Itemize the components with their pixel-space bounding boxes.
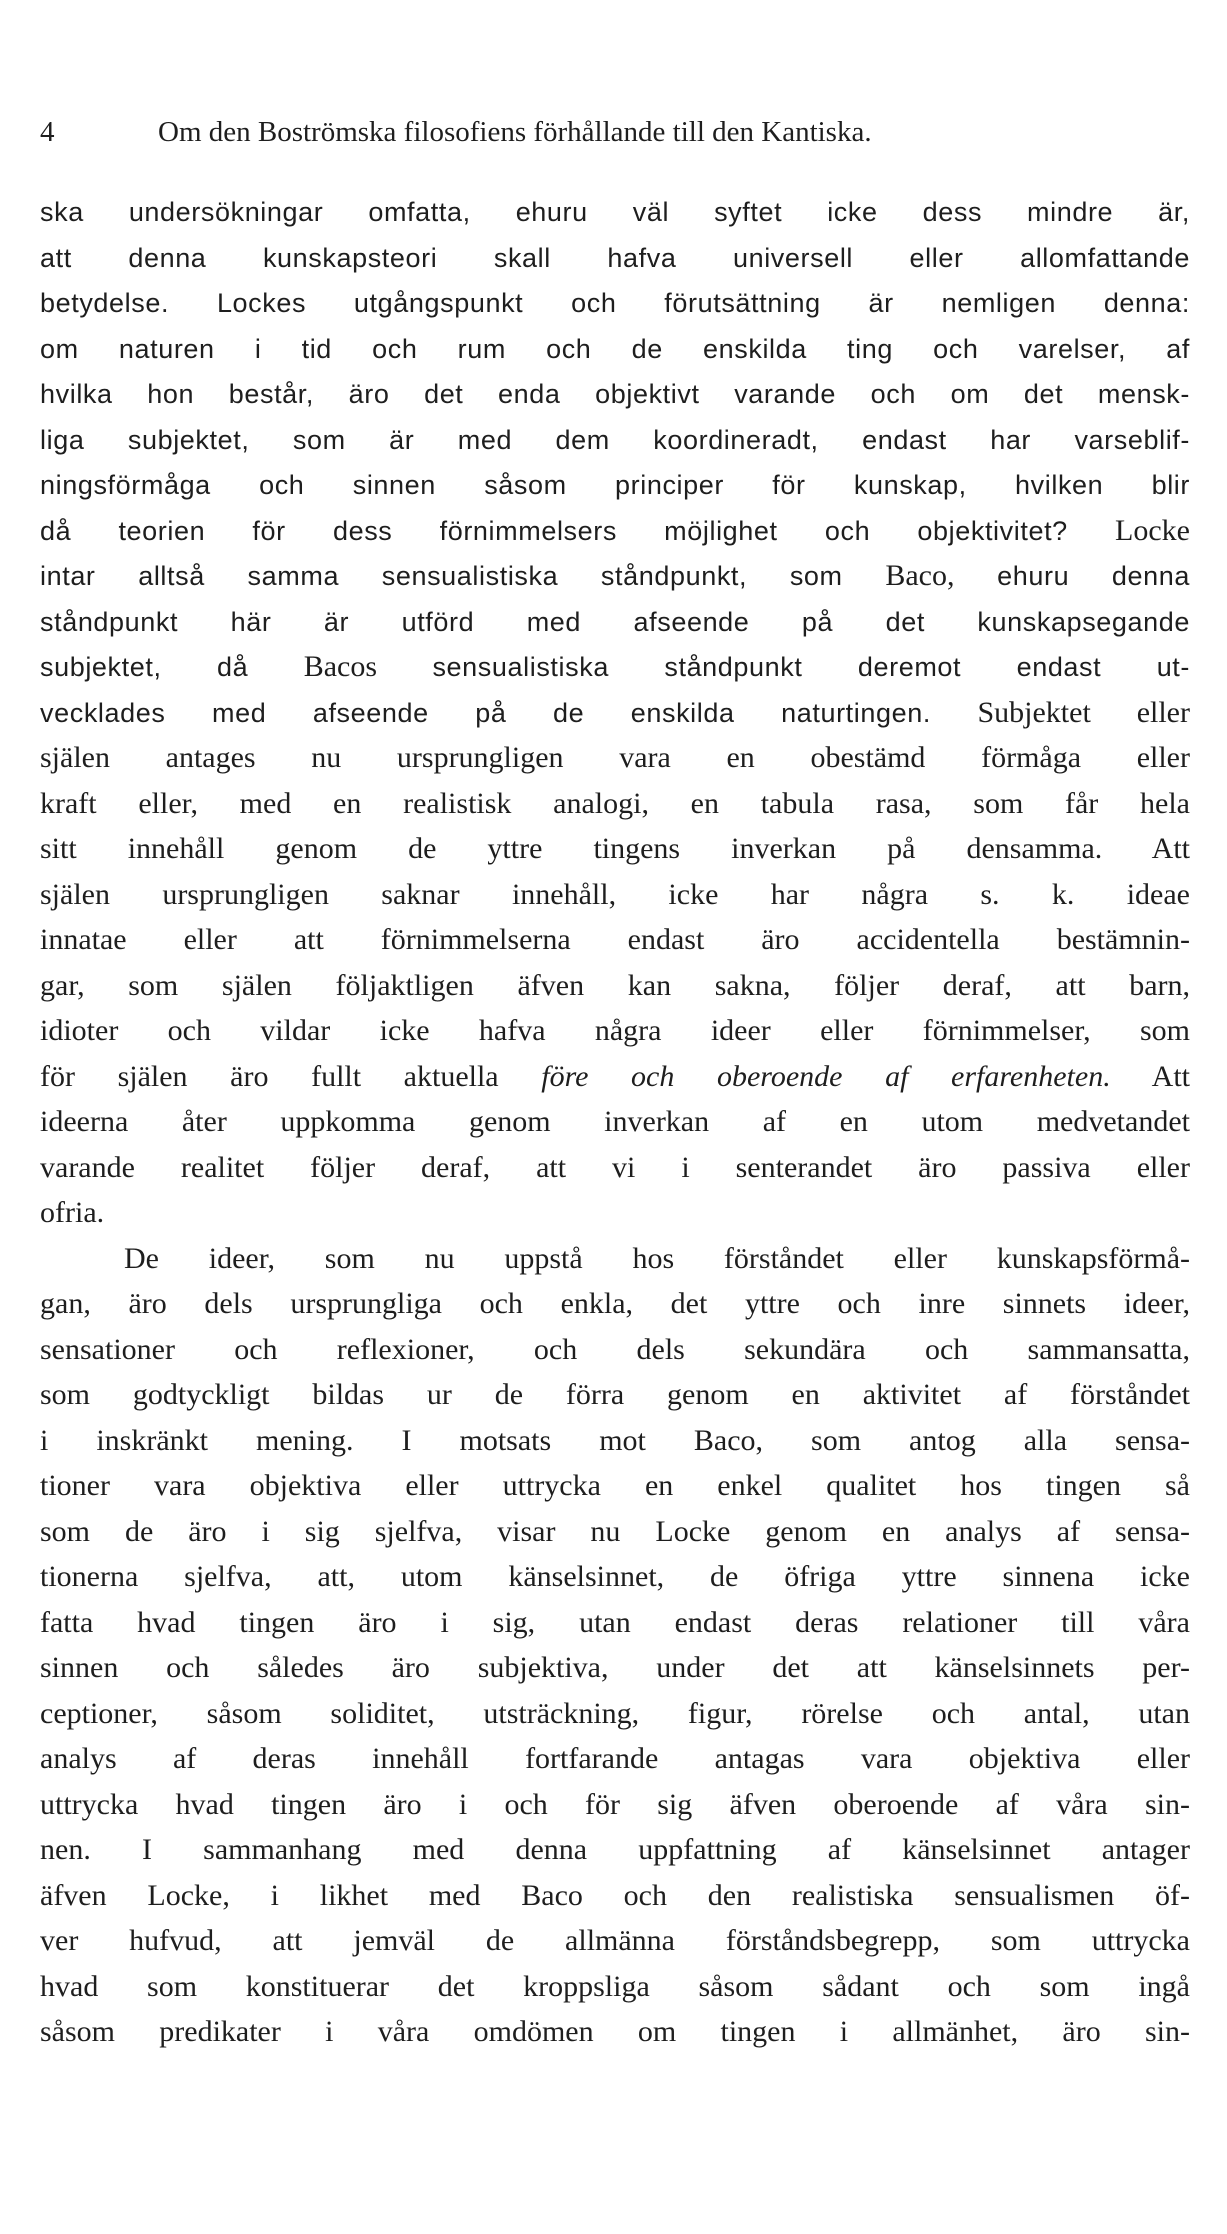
text-segment: Bacos	[303, 650, 378, 683]
running-head-title: Om den Boströmska filosofiens förhållande till den Kantiska.	[158, 116, 872, 148]
text-line	[40, 1099, 1190, 1145]
text-segment: ver hufvud, att jemväl de allmänna förståndsbegrepp, som uttrycka	[40, 1924, 1190, 1957]
text-segment: hvilka hon består, äro det enda objektivt varande och om det mensk-	[40, 379, 1190, 409]
text-line	[40, 1964, 1190, 2010]
text-line	[40, 917, 1190, 963]
text-line	[40, 599, 1190, 645]
text-line	[40, 371, 1190, 417]
text-segment: liga subjektet, som är med dem koordineradt, endast har varseblif-	[40, 424, 1190, 455]
text-segment: uttrycka hvad tingen äro i och för sig äfven oberoende af våra sin-	[40, 1787, 1190, 1821]
text-line	[40, 644, 1190, 690]
text-line	[40, 280, 1190, 326]
text-segment: sensationer och reflexioner, och dels sekundära och sammansatta,	[40, 1332, 1190, 1366]
text-segment: att denna kunskapsteori skall hafva universell eller allomfattande	[40, 242, 1190, 273]
text-line	[40, 690, 1190, 736]
text-segment: ideerna åter uppkomma genom inverkan af en utom medvetandet	[40, 1105, 1190, 1138]
text-line	[40, 1736, 1190, 1782]
text-line	[40, 1281, 1190, 1327]
text-line	[40, 462, 1190, 508]
text-segment: gan, äro dels ursprungliga och enkla, det yttre och inre sinnets ideer,	[40, 1287, 1190, 1320]
text-segment: i inskränkt mening. I motsats mot Baco, som antog alla sensa-	[40, 1423, 1190, 1457]
text-segment: betydelse.	[40, 288, 217, 318]
text-segment: innatae eller att förnimmelserna endast äro accidentella bestämnin-	[40, 923, 1190, 956]
text-segment: Locke	[1115, 513, 1190, 547]
text-segment: idioter och vildar icke hafva några ideer eller förnimmelser, som	[40, 1014, 1190, 1047]
text-line	[40, 1782, 1190, 1828]
text-line	[40, 963, 1190, 1009]
text-segment: varande realitet följer deraf, att vi i senterandet äro passiva eller	[40, 1150, 1190, 1184]
text-line	[40, 1645, 1190, 1691]
text-line	[40, 735, 1190, 781]
text-line	[40, 1463, 1190, 1509]
text-segment: som de äro i sig sjelfva, visar nu Locke genom en analys af sensa-	[40, 1514, 1190, 1548]
text-segment: såsom predikater i våra omdömen om tingen i allmänhet, äro sin-	[40, 2015, 1190, 2048]
text-segment: ska undersökningar omfatta, ehuru väl syftet icke dess mindre är,	[40, 197, 1190, 227]
text-segment: kraft eller, med en realistisk analogi, en tabula rasa, som får hela	[40, 786, 1190, 820]
text-segment: för själen äro fullt aktuella	[40, 1059, 542, 1093]
text-line	[40, 235, 1190, 281]
text-segment: sensualistiska ståndpunkt deremot endast ut-	[377, 652, 1190, 682]
text-segment: då teorien för dess förnimmelsers möjlighet och objektivitet?	[40, 515, 1116, 546]
text-line	[40, 553, 1190, 599]
text-segment: själen ursprungligen saknar innehåll, icke har några s. k. ideae	[40, 877, 1190, 911]
text-line	[40, 1827, 1190, 1873]
text-segment: gar, som själen följaktligen äfven kan sakna, följer deraf, att barn,	[40, 968, 1190, 1002]
text-line	[40, 1600, 1190, 1646]
text-line	[40, 1418, 1190, 1464]
text-segment: subjektet, då	[40, 652, 304, 682]
text-segment: sitt innehåll genom de yttre tingens inverkan på densamma. Att	[40, 832, 1190, 865]
text-line	[40, 1236, 1190, 1282]
text-line	[40, 1372, 1190, 1418]
text-line	[40, 1873, 1190, 1919]
text-segment: före och oberoende af erfarenheten.	[541, 1059, 1111, 1093]
text-segment: fatta hvad tingen äro i sig, utan endast deras relationer till våra	[40, 1605, 1190, 1639]
text-line	[40, 1554, 1190, 1600]
text-line	[40, 2009, 1190, 2055]
text-segment: ehuru denna	[954, 561, 1190, 591]
page-number: 4	[40, 116, 55, 148]
text-segment: Att	[1110, 1059, 1190, 1093]
text-segment: ningsförmåga och sinnen såsom principer för kunskap, hvilken blir	[40, 470, 1190, 500]
text-line	[40, 1054, 1190, 1100]
text-segment: hvad som konstituerar det kroppsliga såsom sådant och som ingå	[40, 1969, 1190, 2003]
text-line	[40, 1918, 1190, 1964]
text-line	[40, 1327, 1190, 1373]
text-segment: analys af deras innehåll fortfarande antagas vara objektiva eller	[40, 1742, 1190, 1775]
text-line	[40, 1509, 1190, 1555]
text-line	[40, 1145, 1190, 1191]
text-segment: själen antages nu ursprungligen vara en obestämd förmåga eller	[40, 741, 1190, 774]
text-segment: äfven Locke, i likhet med Baco och den realistiska sensualismen öf-	[40, 1878, 1190, 1912]
text-segment: tioner vara objektiva eller uttrycka en enkel qualitet hos tingen så	[40, 1469, 1190, 1502]
text-segment: De ideer, som nu uppstå hos förståndet eller kunskapsförmå-	[124, 1241, 1190, 1275]
text-segment: ståndpunkt här är utförd med afseende på det kunskapsegande	[40, 606, 1190, 637]
body-text	[40, 189, 1190, 2055]
text-line	[40, 1190, 1190, 1236]
text-line	[40, 417, 1190, 463]
text-line	[40, 326, 1190, 372]
text-segment: intar alltså samma sensualistiska ståndpunkt, som	[40, 561, 886, 591]
text-segment: nen. I sammanhang med denna uppfattning af känselsinnet antager	[40, 1833, 1190, 1866]
text-segment: vecklades med afseende på de enskilda naturtingen.	[40, 697, 978, 728]
text-segment: tionerna sjelfva, att, utom känselsinnet, de öfriga yttre sinnena icke	[40, 1560, 1190, 1593]
text-line	[40, 189, 1190, 235]
running-head	[40, 112, 1190, 152]
text-line	[40, 781, 1190, 827]
text-segment: om naturen i tid och rum och de enskilda ting och varelser, af	[40, 333, 1190, 364]
text-segment: Baco,	[885, 559, 955, 592]
text-segment: ceptioner, såsom soliditet, utsträckning, figur, rörelse och antal, utan	[40, 1696, 1190, 1730]
text-line	[40, 826, 1190, 872]
text-segment: som godtyckligt bildas ur de förra genom en aktivitet af förståndet	[40, 1378, 1190, 1411]
text-segment: Lockes utgångspunkt och förutsättning är nemligen denna:	[216, 288, 1190, 318]
text-line	[40, 1691, 1190, 1737]
text-line	[40, 872, 1190, 918]
text-line	[40, 508, 1190, 554]
text-segment: ofria.	[40, 1196, 105, 1229]
text-line	[40, 1008, 1190, 1054]
text-segment: Subjektet eller	[977, 695, 1190, 729]
text-segment: sinnen och således äro subjektiva, under det att känselsinnets per-	[40, 1651, 1190, 1684]
